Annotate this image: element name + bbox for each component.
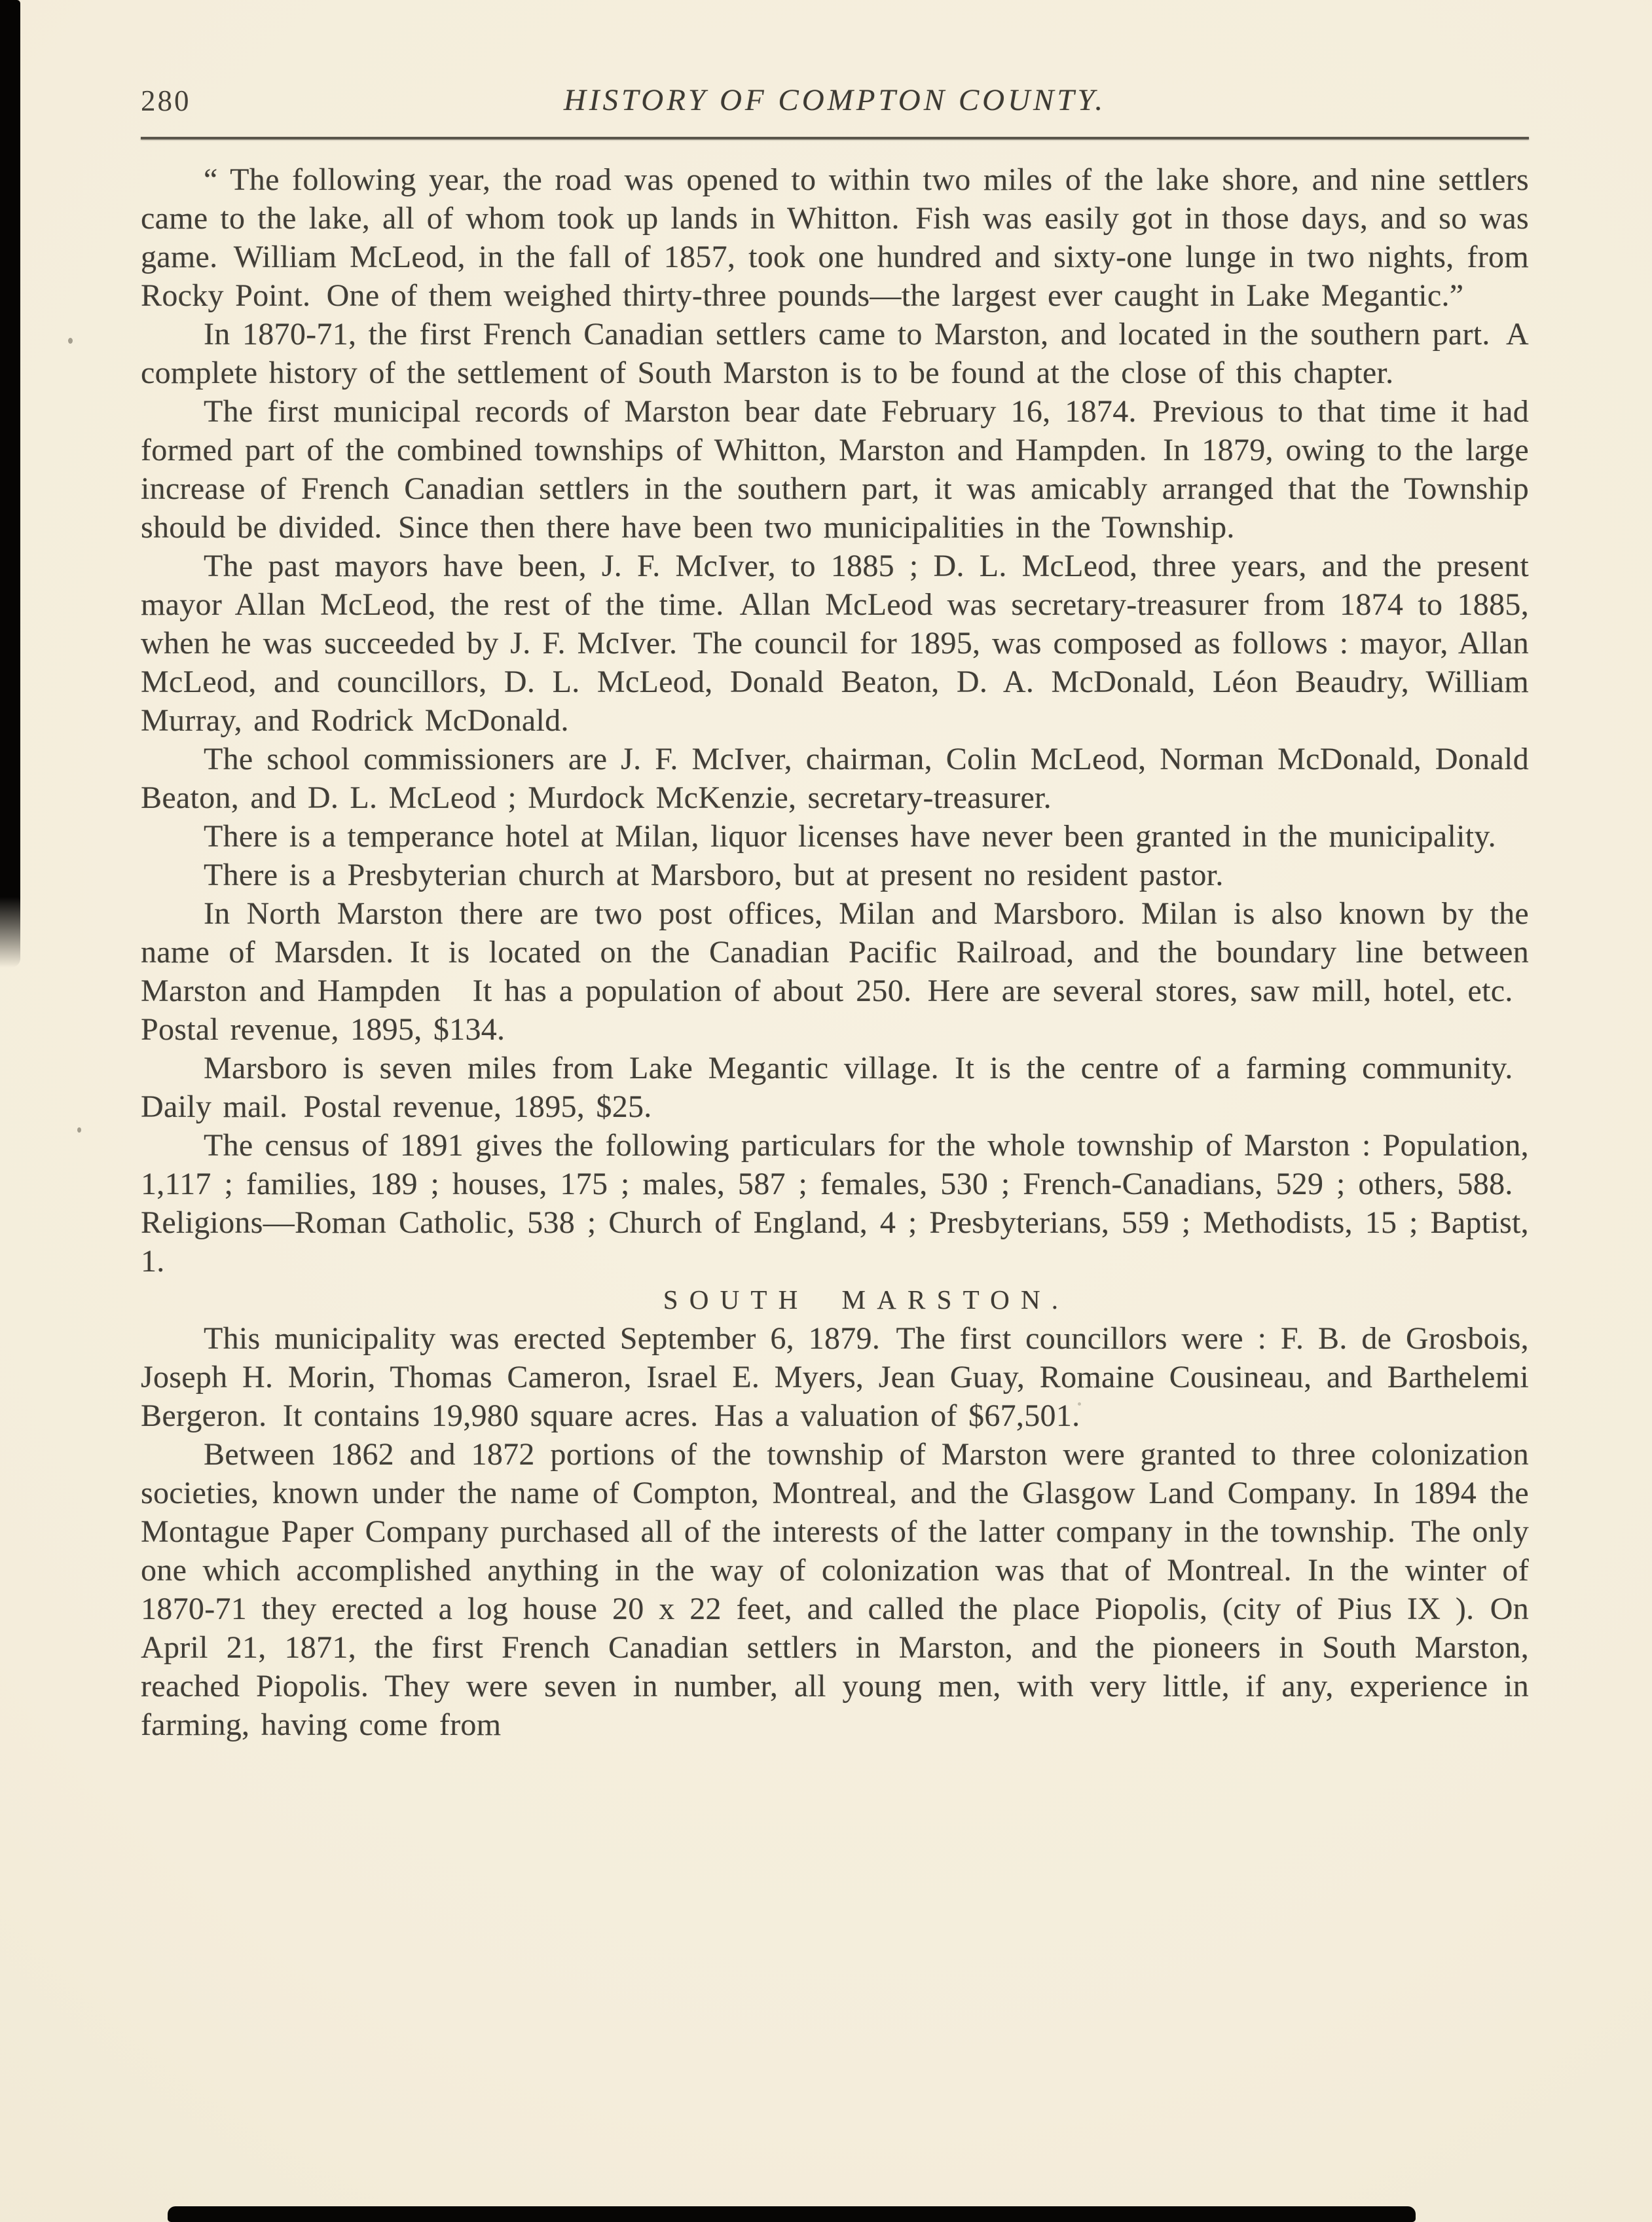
scan-edge-bottom (168, 2206, 1416, 2222)
scan-edge-left (0, 0, 20, 968)
page-number: 280 (141, 84, 191, 117)
ink-speck (1078, 1402, 1081, 1406)
paragraph: In 1870-71, the first French Canadian settlers came to Marston, and located in the southern part. A complete history of the settlement of South Marston is to be found at the close of this chapter. (141, 317, 1529, 390)
paragraph: The first municipal records of Marston bear date February 16, 1874. Previous to that time it had formed part of the combined townships of Whitton, Marston and Hampden. In 1879, owing to the large increase of French Canadian settlers in the southern part, it was amicably arranged that the Township should be divided. Since then there have been two municipalities in the Township. (141, 394, 1529, 545)
header-rule (141, 137, 1529, 139)
paragraph: Marsboro is seven miles from Lake Megantic village. It is the centre of a farming community. Daily mail. Postal revenue, 1895, $25. (141, 1051, 1529, 1124)
paragraph: Between 1862 and 1872 portions of the township of Marston were granted to three colonization societies, known under the name of Compton, Montreal, and the Glasgow Land Company. In 1894 the Montague Paper Company purchased all of the interests of the latter company in the township. The only one which accomplished anything in the way of colonization was that of Montreal. In the winter of 1870-71 they erected a log house 20 x 22 feet, and called the place Piopolis, (city of Pius IX ). On April 21, 1871, the first French Canadian settlers in Marston, and the pioneers in South Marston, reached Piopolis. They were seven in number, all young men, with very little, if any, experience in farming, having come from (141, 1437, 1529, 1742)
page-body (141, 160, 1529, 1744)
ink-speck (77, 1127, 81, 1133)
paragraph: “ The following year, the road was opened to within two miles of the lake shore, and nine settlers came to the lake, all of whom took up lands in Whitton. Fish was easily got in those days, and so was game. William McLeod, in the fall of 1857, took one hundred and sixty-one lunge in two nights, from Rocky Point. One of them weighed thirty-three pounds—the largest ever caught in Lake Megantic.” (141, 162, 1529, 313)
paragraph: The school commissioners are J. F. McIver, chairman, Colin McLeod, Norman McDonald, Donald Beaton, and D. L. McLeod ; Murdock McKenzie, secretary-treasurer. (141, 742, 1529, 815)
ink-speck (68, 338, 73, 344)
paragraph: In North Marston there are two post offices, Milan and Marsboro. Milan is also known by the name of Marsden. It is located on the Canadian Pacific Railroad, and the boundary line between Marston and Hampden It has a population of about 250. Here are several stores, saw mill, hotel, etc. Postal revenue, 1895, $134. (141, 896, 1529, 1047)
paragraph: This municipality was erected September 6, 1879. The first councillors were : F. B. de Grosbois, Joseph H. Morin, Thomas Cameron, Israel E. Myers, Jean Guay, Romaine Cousineau, and Barthelemi Bergeron. It contains 19,980 square acres. Has a valuation of $67,501. (141, 1321, 1529, 1433)
paragraph: The census of 1891 gives the following particulars for the whole township of Marston : Population, 1,117 ; families, 189 ; houses, 175 ; males, 587 ; females, 530 ; French-Canadians, 529 ; others, 588. Religions—Roman Catholic, 538 ; Church of England, 4 ; Presbyterians, 559 ; Methodists, 15 ; Baptist, 1. (141, 1128, 1529, 1279)
paragraph: There is a Presbyterian church at Marsboro, but at present no resident pastor. (204, 858, 1224, 892)
running-title: HISTORY OF COMPTON COUNTY. (563, 83, 1107, 117)
paragraph: There is a temperance hotel at Milan, liquor licenses have never been granted in the municipality. (204, 819, 1496, 854)
paragraph: The past mayors have been, J. F. McIver, to 1885 ; D. L. McLeod, three years, and the present mayor Allan McLeod, the rest of the time. Allan McLeod was secretary-treasurer from 1874 to 1885, when he was succeeded by J. F. McIver. The council for 1895, was composed as follows : mayor, Allan McLeod, and councillors, D. L. McLeod, Donald Beaton, D. A. McDonald, Léon Beaudry, William Murray, and Rodrick McDonald. (141, 549, 1529, 738)
section-heading: SOUTH MARSTON. (663, 1284, 1070, 1315)
page-header (141, 0, 1529, 119)
